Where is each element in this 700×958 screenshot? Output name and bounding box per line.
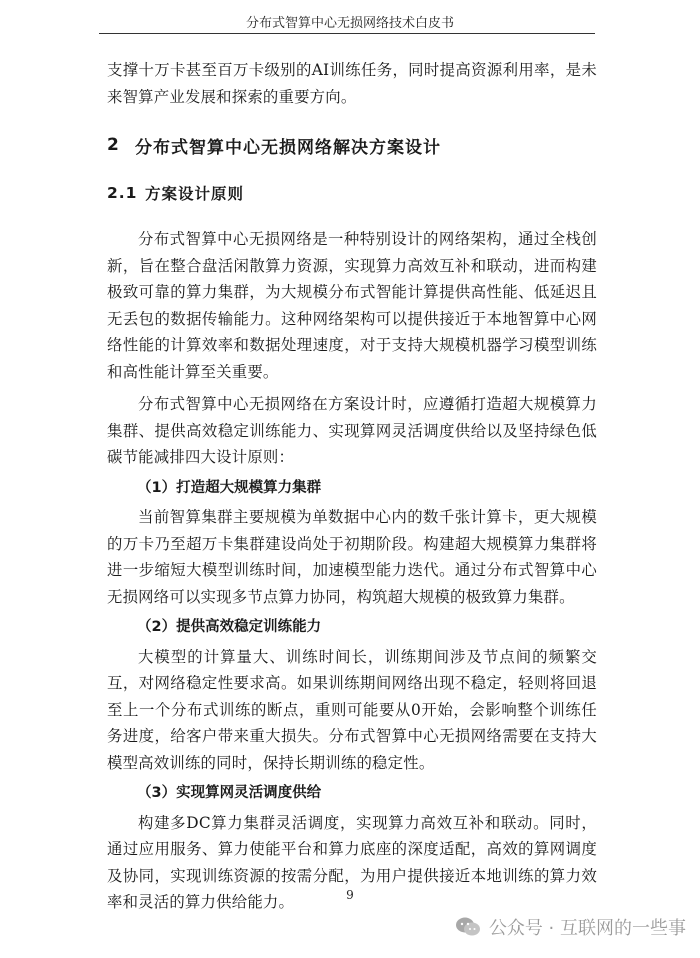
header-rule	[99, 33, 595, 34]
watermark-text: 公众号 · 互联网的一些事	[488, 918, 686, 939]
intro-paragraph: 支撑十万卡甚至百万卡级别的AI训练任务，同时提高资源利用率，是未来智算产业发展和探索的重要方向。	[107, 61, 597, 106]
running-header: 分布式智算中心无损网络技术白皮书	[245, 16, 454, 31]
paragraph-principles-intro: 分布式智算中心无损网络在方案设计时，应遵循打造超大规模算力集群、提供高效稳定训练能力、实现算网灵活调度供给以及坚持绿色低碳节能减排四大设计原则：	[107, 395, 597, 466]
watermark	[455, 914, 686, 940]
principle-heading-3: （3）实现算网灵活调度供给	[137, 785, 322, 801]
page-number: 9	[346, 888, 354, 902]
principle-text-1: 当前智算集群主要规模为单数据中心内的数千张计算卡，更大规模的万卡乃至超万卡集群建设尚处于初期阶段。构建超大规模算力集群将进一步缩短大模型训练时间，加速模型能力迭代。通过分布式智算中心无损网络可以实现多节点算力协同，构筑超大规模的极致算力集群。	[107, 508, 597, 606]
section-title: 分布式智算中心无损网络解决方案设计	[135, 137, 441, 158]
principle-text-2: 大模型的计算量大、训练时间长，训练期间涉及节点间的频繁交互，对网络稳定性要求高。如果训练期间网络出现不稳定，轻则将回退至上一个分布式训练的断点，重则可能要从0开始，会影响整个训练任务进度，给客户带来重大损失。分布式智算中心无损网络需要在支持大模型高效训练的同时，保持长期训练的稳定性。	[107, 647, 597, 772]
subsection-heading	[107, 182, 597, 204]
page-content	[107, 57, 597, 916]
subsection-title: 方案设计原则	[145, 185, 245, 203]
section-heading	[107, 134, 597, 156]
subsection-number: 2.1	[107, 184, 138, 202]
section-number: 2	[107, 135, 120, 155]
principle-text-3: 构建多DC算力集群灵活调度，实现算力高效互补和联动。同时，通过应用服务、算力使能平台和算力底座的深度适配，高效的算网调度及协同，实现训练资源的按需分配，为用户提供接近本地训练的算力效率和灵活的算力供给能力。	[107, 813, 597, 911]
paragraph-overview: 分布式智算中心无损网络是一种特别设计的网络架构，通过全栈创新，旨在整合盘活闲散算力资源，实现算力高效互补和联动，进而构建极致可靠的算力集群，为大规模分布式智能计算提供高性能、低延迟且无丢包的数据传输能力。这种网络架构可以提供接近于本地智算中心网络性能的计算效率和数据处理速度，对于支持大规模机器学习模型训练和高性能计算至关重要。	[107, 230, 597, 381]
principle-heading-2: （2）提供高效稳定训练能力	[137, 619, 322, 635]
principle-heading-1: （1）打造超大规模算力集群	[137, 479, 322, 496]
wechat-official-account-icon	[455, 916, 481, 938]
